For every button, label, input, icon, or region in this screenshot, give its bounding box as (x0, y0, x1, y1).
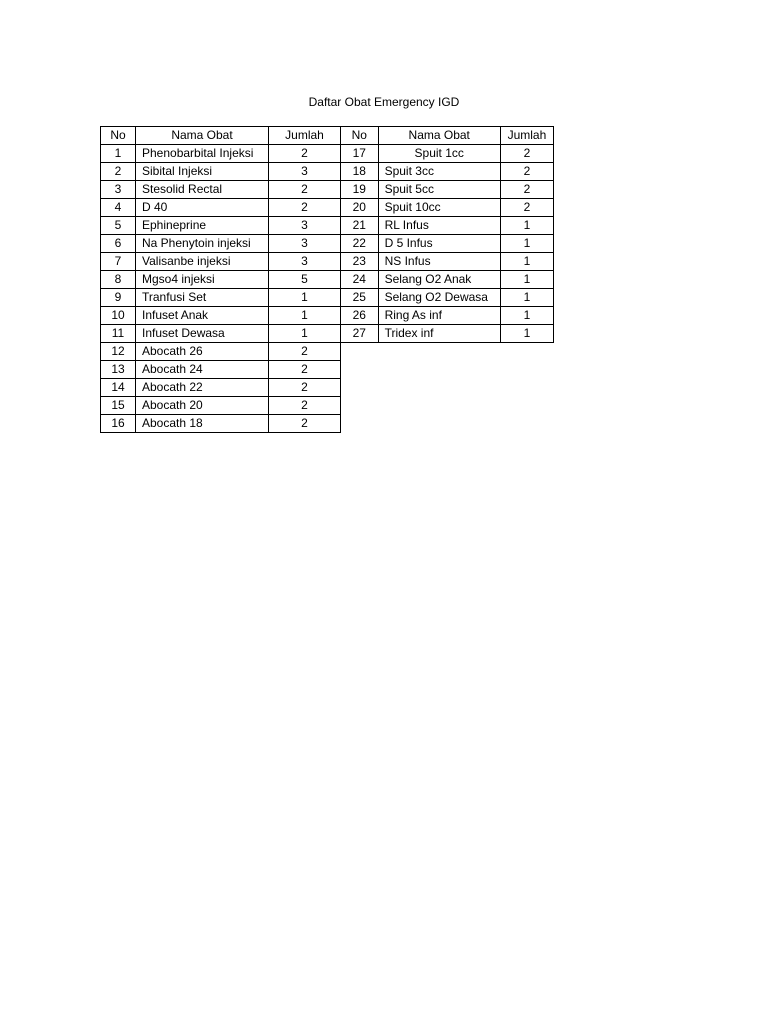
table-row (341, 199, 554, 217)
cell-no: 21 (341, 217, 378, 235)
cell-medicine-name: NS Infus (378, 253, 500, 271)
cell-quantity: 1 (500, 325, 553, 343)
table-row (101, 379, 341, 397)
cell-quantity: 1 (500, 217, 553, 235)
cell-no: 23 (341, 253, 378, 271)
cell-no: 3 (101, 181, 136, 199)
cell-no: 26 (341, 307, 378, 325)
table-header-row (101, 127, 341, 145)
cell-quantity: 1 (269, 325, 341, 343)
table-row (101, 253, 341, 271)
header-no: No (101, 127, 136, 145)
table-row (101, 415, 341, 433)
table-row (341, 181, 554, 199)
cell-quantity: 2 (269, 343, 341, 361)
cell-quantity: 2 (269, 415, 341, 433)
cell-medicine-name: Spuit 3cc (378, 163, 500, 181)
header-qty: Jumlah (269, 127, 341, 145)
table-row (101, 397, 341, 415)
cell-no: 11 (101, 325, 136, 343)
table-row (101, 325, 341, 343)
table-row (101, 181, 341, 199)
table-row (101, 163, 341, 181)
cell-medicine-name: Selang O2 Dewasa (378, 289, 500, 307)
cell-medicine-name: Spuit 1cc (378, 145, 500, 163)
table-row (341, 235, 554, 253)
table-row (101, 343, 341, 361)
cell-no: 12 (101, 343, 136, 361)
cell-quantity: 2 (500, 145, 553, 163)
table-row (341, 253, 554, 271)
cell-no: 17 (341, 145, 378, 163)
cell-quantity: 3 (269, 217, 341, 235)
cell-quantity: 3 (269, 235, 341, 253)
cell-no: 15 (101, 397, 136, 415)
table-row (341, 307, 554, 325)
cell-medicine-name: Ephineprine (136, 217, 269, 235)
header-name: Nama Obat (378, 127, 500, 145)
cell-medicine-name: D 5 Infus (378, 235, 500, 253)
table-row (341, 325, 554, 343)
cell-quantity: 2 (269, 379, 341, 397)
table-row (101, 145, 341, 163)
cell-no: 10 (101, 307, 136, 325)
medicine-table-right (341, 126, 554, 343)
table-row (341, 163, 554, 181)
cell-medicine-name: Valisanbe injeksi (136, 253, 269, 271)
header-qty: Jumlah (500, 127, 553, 145)
cell-quantity: 2 (500, 199, 553, 217)
cell-medicine-name: Tridex inf (378, 325, 500, 343)
cell-no: 2 (101, 163, 136, 181)
cell-medicine-name: Abocath 22 (136, 379, 269, 397)
cell-medicine-name: Selang O2 Anak (378, 271, 500, 289)
cell-quantity: 1 (269, 289, 341, 307)
cell-quantity: 3 (269, 253, 341, 271)
cell-medicine-name: Abocath 20 (136, 397, 269, 415)
cell-medicine-name: Tranfusi Set (136, 289, 269, 307)
cell-medicine-name: Infuset Anak (136, 307, 269, 325)
cell-no: 27 (341, 325, 378, 343)
cell-quantity: 1 (500, 271, 553, 289)
table-row (341, 217, 554, 235)
table-row (101, 271, 341, 289)
cell-quantity: 1 (500, 307, 553, 325)
cell-medicine-name: Abocath 18 (136, 415, 269, 433)
cell-no: 13 (101, 361, 136, 379)
cell-no: 25 (341, 289, 378, 307)
cell-no: 22 (341, 235, 378, 253)
cell-medicine-name: Stesolid Rectal (136, 181, 269, 199)
cell-quantity: 2 (269, 181, 341, 199)
cell-medicine-name: RL Infus (378, 217, 500, 235)
table-row (101, 307, 341, 325)
cell-quantity: 1 (500, 253, 553, 271)
cell-medicine-name: D 40 (136, 199, 269, 217)
cell-quantity: 1 (500, 235, 553, 253)
cell-no: 19 (341, 181, 378, 199)
cell-quantity: 2 (269, 145, 341, 163)
table-row (341, 289, 554, 307)
table-row (101, 235, 341, 253)
cell-quantity: 1 (269, 307, 341, 325)
cell-no: 16 (101, 415, 136, 433)
cell-medicine-name: Spuit 10cc (378, 199, 500, 217)
table-row (341, 271, 554, 289)
cell-no: 7 (101, 253, 136, 271)
cell-no: 8 (101, 271, 136, 289)
cell-no: 6 (101, 235, 136, 253)
cell-medicine-name: Infuset Dewasa (136, 325, 269, 343)
cell-no: 1 (101, 145, 136, 163)
cell-no: 4 (101, 199, 136, 217)
cell-medicine-name: Ring As inf (378, 307, 500, 325)
cell-medicine-name: Mgso4 injeksi (136, 271, 269, 289)
cell-quantity: 3 (269, 163, 341, 181)
cell-no: 20 (341, 199, 378, 217)
table-row (341, 145, 554, 163)
cell-quantity: 2 (500, 181, 553, 199)
cell-medicine-name: Na Phenytoin injeksi (136, 235, 269, 253)
cell-quantity: 2 (500, 163, 553, 181)
cell-no: 5 (101, 217, 136, 235)
cell-medicine-name: Abocath 26 (136, 343, 269, 361)
cell-quantity: 2 (269, 397, 341, 415)
header-no: No (341, 127, 378, 145)
page-title: Daftar Obat Emergency IGD (308, 95, 460, 109)
cell-quantity: 5 (269, 271, 341, 289)
cell-no: 14 (101, 379, 136, 397)
cell-quantity: 1 (500, 289, 553, 307)
cell-medicine-name: Abocath 24 (136, 361, 269, 379)
cell-medicine-name: Phenobarbital Injeksi (136, 145, 269, 163)
cell-no: 9 (101, 289, 136, 307)
table-row (101, 361, 341, 379)
cell-no: 24 (341, 271, 378, 289)
table-row (101, 199, 341, 217)
cell-quantity: 2 (269, 199, 341, 217)
cell-medicine-name: Spuit 5cc (378, 181, 500, 199)
cell-quantity: 2 (269, 361, 341, 379)
table-header-row (341, 127, 554, 145)
table-row (101, 289, 341, 307)
header-name: Nama Obat (136, 127, 269, 145)
medicine-table-left (100, 126, 341, 433)
cell-no: 18 (341, 163, 378, 181)
cell-medicine-name: Sibital Injeksi (136, 163, 269, 181)
table-row (101, 217, 341, 235)
